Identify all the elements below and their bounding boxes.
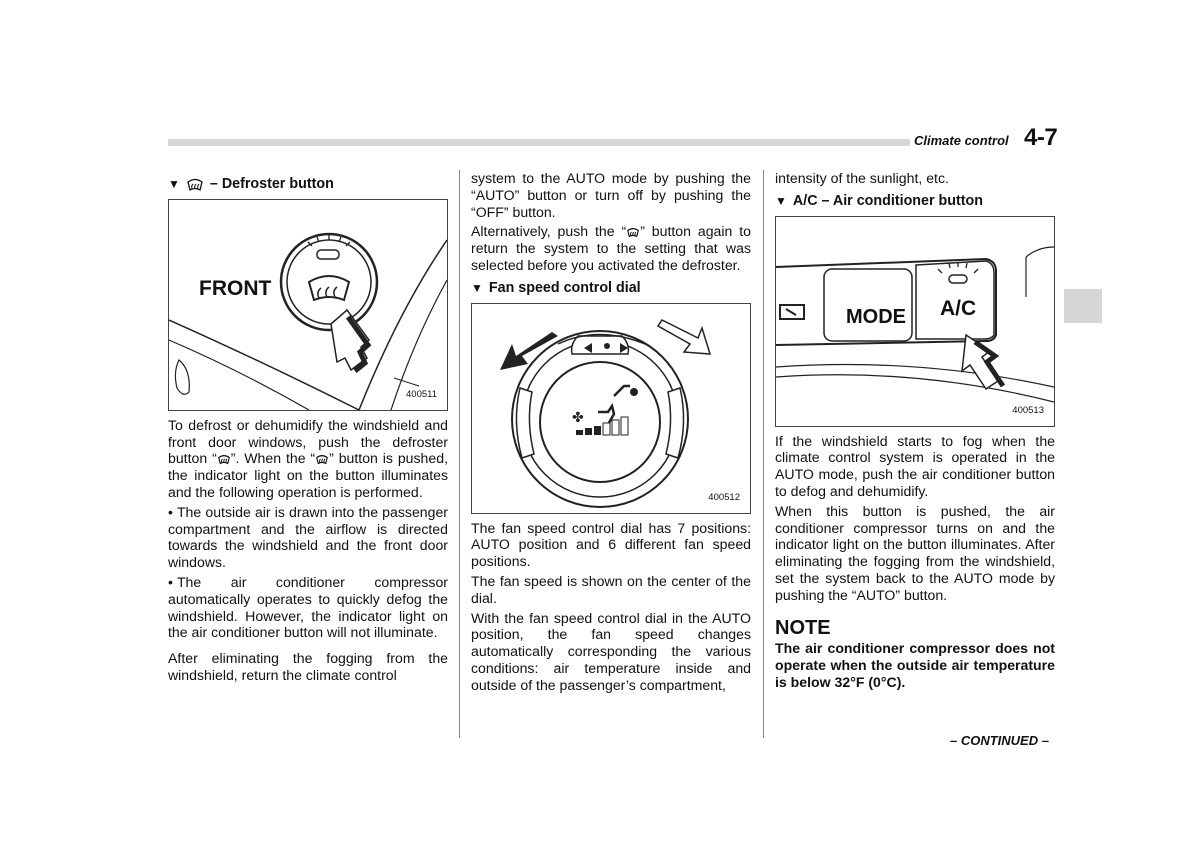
- defroster-icon: [315, 453, 329, 465]
- paragraph: If the windshield starts to fog when the climate control system is operated in the AUTO mode, push the air conditioner button to defog and dehumidify.: [775, 432, 1055, 499]
- bullet-item: • The outside air is drawn into the passenger compartment and the airflow is directed towards the windshield and the front door windows.: [168, 503, 448, 571]
- paragraph: The fan speed is shown on the center of the dial.: [471, 572, 751, 606]
- triangle-marker-icon: ▼: [775, 193, 787, 208]
- ac-button-illustration: [776, 217, 1054, 426]
- heading-text: – Defroster button: [209, 176, 334, 192]
- triangle-marker-icon: ▼: [471, 280, 483, 295]
- fan-dial-illustration: [472, 304, 750, 513]
- chapter-tab: [1064, 289, 1102, 323]
- figure-code: 400513: [1012, 404, 1044, 416]
- section-title: Climate control: [914, 133, 1009, 148]
- defroster-icon: [217, 453, 231, 465]
- ac-label: A/C: [940, 296, 977, 320]
- page-number: 4-7: [1024, 124, 1058, 151]
- header-rule: [168, 139, 910, 146]
- paragraph: The fan speed control dial has 7 positions: AUTO position and 6 different fan speed positions.: [471, 519, 751, 570]
- continued-label: – CONTINUED –: [950, 733, 1049, 748]
- paragraph: With the fan speed control dial in the AUTO position, the fan speed changes automatically corresponding the various conditions: air temperature inside and outside of the passenger’s compartment,: [471, 609, 751, 693]
- column-divider: [459, 170, 460, 738]
- heading-text: A/C – Air conditioner button: [792, 192, 983, 209]
- defroster-paragraph: To defrost or dehumidify the windshield and front door windows, push the defroster button “ ”. When the “ ” button is pushed, the indicator light on the button illuminates and the following operation is performed.: [168, 416, 448, 500]
- column-1: [168, 170, 448, 687]
- paragraph: When this button is pushed, the air conditioner compressor turns on and the indicator light on the button illuminates. After eliminating the fogging from the windshield, set the system back to the AUTO mode by pushing the “AUTO” button.: [775, 502, 1055, 603]
- svg-text:✤: ✤: [572, 408, 584, 425]
- triangle-marker-icon: ▼: [168, 177, 180, 191]
- paragraph: After eliminating the fogging from the windshield, return the climate control: [168, 650, 448, 683]
- column-3: [775, 170, 1055, 694]
- fan-dial-figure: [471, 303, 751, 514]
- note-heading: NOTE: [775, 616, 831, 639]
- fan-speed-heading: [471, 280, 751, 297]
- ac-button-figure: [775, 216, 1055, 427]
- defroster-illustration: [169, 200, 447, 410]
- defroster-icon: [186, 176, 204, 192]
- mode-label: MODE: [846, 305, 906, 328]
- paragraph: Alternatively, push the “ ” button again to return the system to the setting that was selected before you activated the defroster.: [471, 223, 751, 273]
- defroster-icon: [626, 226, 640, 238]
- front-label: FRONT: [199, 276, 272, 300]
- column-2: [471, 170, 751, 697]
- paragraph: system to the AUTO mode by pushing the “AUTO” button or turn off by pushing the “OFF” button.: [471, 170, 751, 220]
- defroster-heading: [168, 176, 448, 193]
- paragraph: intensity of the sunlight, etc.: [775, 170, 949, 186]
- heading-text: Fan speed control dial: [488, 279, 641, 296]
- figure-code: 400511: [406, 389, 437, 400]
- defroster-figure: [168, 199, 448, 411]
- figure-code: 400512: [708, 491, 740, 503]
- ac-heading: [775, 193, 1055, 210]
- note-text: The air conditioner compressor does not operate when the outside air temperature is below 32°F (0°C).: [775, 640, 1055, 690]
- column-divider: [763, 170, 764, 738]
- bullet-item: • The air conditioner compressor automatically operates to quickly defog the windshield. However, the indicator light on the air conditioner button will not illuminate.: [168, 573, 448, 641]
